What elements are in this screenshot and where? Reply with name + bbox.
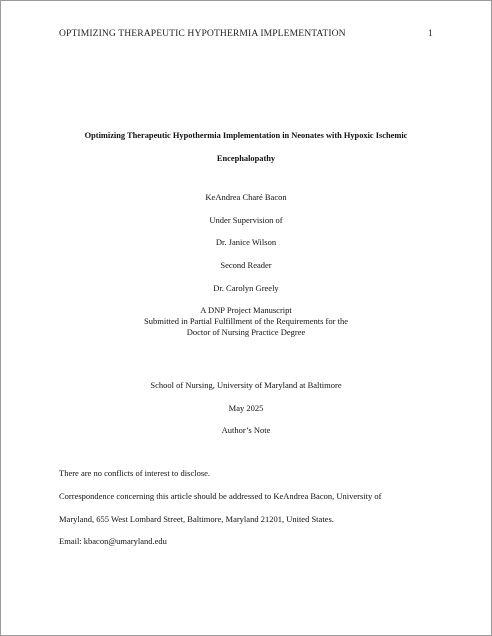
title-line-1: Optimizing Therapeutic Hypothermia Implementation in Neonates with Hypoxic Ischemic — [84, 131, 408, 140]
project-degree: Doctor of Nursing Practice Degree — [186, 327, 306, 337]
paper-title — [40, 124, 452, 170]
correspondence-line-2: Maryland, 655 West Lombard Street, Baltimore, Maryland 21201, United States. — [59, 514, 334, 524]
supervision-label: Under Supervision of — [209, 215, 283, 225]
running-head: OPTIMIZING THERAPEUTIC HYPOTHERMIA IMPLEMENTATION — [59, 28, 346, 39]
author-name: KeAndrea Charé Bacon — [205, 192, 287, 202]
second-reader-label: Second Reader — [220, 260, 272, 270]
authors-note-heading: Author’s Note — [221, 425, 271, 435]
project-type: A DNP Project Manuscript — [200, 305, 292, 315]
page-number: 1 — [428, 28, 433, 39]
title-line-2: Encephalopathy — [216, 154, 276, 163]
second-reader-name: Dr. Carolyn Greely — [213, 283, 279, 293]
correspondence-line-1: Correspondence concerning this article should be addressed to KeAndrea Bacon, University of — [59, 491, 382, 501]
supervisor-name: Dr. Janice Wilson — [215, 237, 277, 247]
conflicts-statement: There are no conflicts of interest to disclose. — [59, 468, 211, 478]
date: May 2025 — [228, 403, 264, 413]
affiliation: School of Nursing, University of Maryland at Baltimore — [150, 380, 342, 390]
email-line: Email: kbacon@umaryland.edu — [59, 536, 167, 546]
project-fulfillment: Submitted in Partial Fulfillment of the Requirements for the — [144, 316, 348, 326]
